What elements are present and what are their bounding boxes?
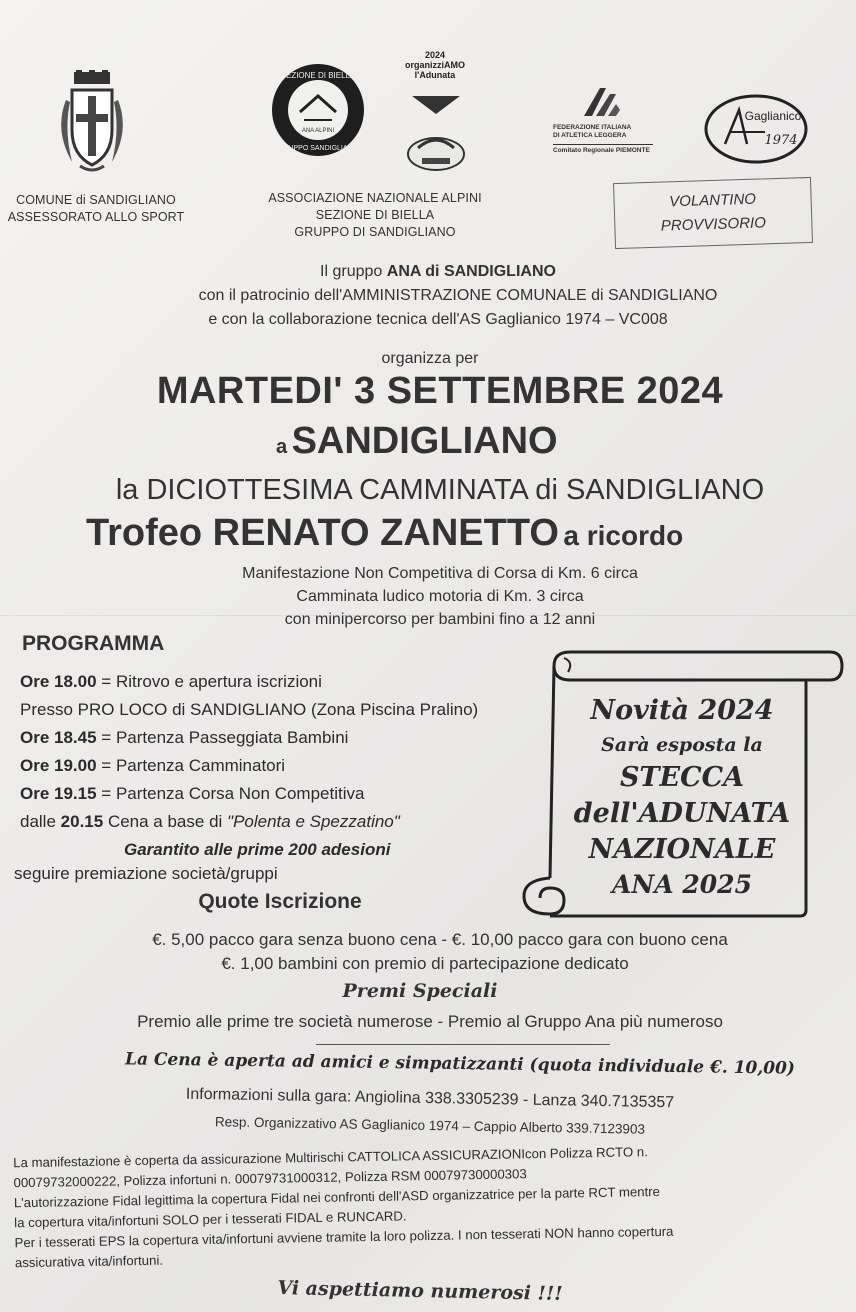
programma-row [20, 752, 530, 780]
row-time: Ore 18.45 [20, 728, 97, 747]
row-text: Presso PRO LOCO di SANDIGLIANO (Zona Piscina Pralino) [20, 700, 479, 719]
programma-row [20, 696, 530, 724]
quote-block [60, 928, 820, 976]
programma-row [20, 668, 530, 696]
scroll-line: Sarà esposta la [601, 734, 763, 756]
event-title: la DICIOTTESIMA CAMMINATA di SANDIGLIANO [115, 474, 765, 506]
fidal-logo-icon [580, 86, 624, 120]
intro-prefix: Il gruppo [320, 263, 383, 280]
detail-bambini: con minipercorso per bambini fino a 12 anni [284, 611, 596, 628]
fidal-line-3: Comitato Regionale PIEMONTE [553, 147, 650, 154]
intro-group-name: ANA di SANDIGLIANO [386, 263, 556, 280]
coat-of-arms-icon [50, 70, 134, 180]
legal-line: assicurativa vita/infortuni. [14, 1252, 164, 1271]
cena-time: 20.15 [60, 812, 104, 831]
legal-line: L'autorizzazione Fidal legittima la copertura Fidal nei confronti dell'ASD organizzatrice per la parte RCT mentre [13, 1183, 661, 1211]
assessorato-caption-line: ASSESSORATO ALLO SPORT [7, 210, 185, 224]
programma-row [20, 724, 530, 752]
gaglianico-name: Gaglianico [744, 109, 802, 123]
closing-line: Vi aspettiamo numerosi !!! [277, 1277, 563, 1305]
trophy-suffix: a ricordo [563, 520, 684, 551]
row-time: Ore 19.00 [20, 756, 97, 775]
adunata-slogan: organizziAMO [405, 60, 465, 70]
quote-line-1: €. 5,00 pacco gara senza buono cena - €. 10,00 pacco gara con buono cena [152, 930, 728, 949]
event-place [276, 420, 676, 463]
adunata-logo-text [398, 50, 472, 80]
intro-block [0, 260, 856, 332]
cena-text: Cena a base di [107, 812, 223, 831]
garantito-note: Garantito alle prime 200 adesioni [124, 840, 391, 859]
adunata-logo-icon [404, 92, 468, 182]
gaglianico-year: 1974 [764, 133, 798, 148]
ana-caption-line: ASSOCIAZIONE NAZIONALE ALPINI [268, 191, 482, 205]
badge-top-text: SEZIONE DI BIELLA [280, 71, 356, 80]
scroll-line: NAZIONALE [588, 834, 776, 865]
row-time: Ore 18.00 [20, 672, 97, 691]
premiazione-note: seguire premiazione società/gruppi [14, 864, 278, 883]
legal-line: 00079732000222, Polizza infortuni n. 00079731000312, Polizza RSM 00079730000303 [13, 1166, 527, 1191]
scroll-banner [510, 646, 844, 920]
legal-block [13, 1139, 845, 1273]
trophy-name: Trofeo RENATO ZANETTO [86, 512, 559, 554]
programma-row [20, 780, 530, 808]
row-text: = Partenza Camminatori [101, 756, 286, 775]
row-time: Ore 19.15 [20, 784, 97, 803]
programma-title: PROGRAMMA [22, 632, 165, 655]
quote-line-2: €. 1,00 bambini con premio di partecipazione dedicato [221, 954, 629, 973]
stamp-line-2: PROVVISORIO [660, 214, 767, 235]
trophy-line [86, 512, 826, 555]
place-name: SANDIGLIANO [291, 420, 558, 462]
legal-line: Per i tesserati EPS la copertura vita/infortuni avviene tramite la loro polizza. I non tesserati NON hanno copertura [14, 1223, 674, 1251]
detail-corsa: Manifestazione Non Competitiva di Corsa di Km. 6 circa [242, 565, 638, 582]
adunata-year: 2024 [424, 50, 446, 60]
fidal-caption [553, 124, 663, 155]
place-prefix: a [276, 436, 288, 458]
organizza-label: organizza per [381, 350, 479, 367]
badge-center-text: ANA ALPINI [301, 128, 335, 134]
cena-aperta-note: La Cena è aperta ad amici e simpatizzanti (quota individuale €. 10,00) [124, 1049, 796, 1079]
comune-caption [6, 192, 186, 226]
fidal-line-2: DI ATLETICA LEGGERA [553, 132, 627, 139]
provisional-stamp [613, 177, 813, 249]
info-responsible: Resp. Organizzativo AS Gaglianico 1974 – Cappio Alberto 339.7123903 [214, 1114, 646, 1137]
scroll-line: dell'ADUNATA [573, 798, 791, 829]
intro-patronage: con il patrocinio dell'AMMINISTRAZIONE COMUNALE di SANDIGLIANO [198, 287, 718, 304]
row-text: = Partenza Corsa Non Competitiva [101, 784, 365, 803]
scroll-line: STECCA [619, 762, 745, 793]
ana-caption [240, 190, 510, 241]
premi-title: Premi Speciali [342, 980, 498, 1002]
row-text: = Partenza Passeggiata Bambini [101, 728, 349, 747]
scroll-text [560, 692, 804, 902]
alpini-badge-icon [270, 62, 366, 158]
quote-title: Quote Iscrizione [198, 890, 362, 913]
detail-camminata: Camminata ludico motoria di Km. 3 circa [296, 588, 584, 605]
adunata-name: l'Adunata [414, 70, 456, 80]
scroll-line: ANA 2025 [612, 870, 752, 899]
legal-line: La manifestazione è coperta da assicurazione Multirischi CATTOLICA ASSICURAZIONIcon Polizza RCTO n. [13, 1144, 648, 1171]
scroll-title: Novità 2024 [590, 695, 774, 726]
comune-caption-line: COMUNE di SANDIGLIANO [16, 193, 176, 207]
intro-collaboration: e con la collaborazione tecnica dell'AS Gaglianico 1974 – VC008 [208, 311, 668, 328]
event-details [160, 562, 720, 631]
intro-line-1 [0, 260, 856, 284]
divider-line [316, 1044, 610, 1045]
gaglianico-logo-icon [703, 92, 809, 166]
cena-menu: "Polenta e Spezzatino" [227, 812, 400, 831]
info-contacts: Informazioni sulla gara: Angiolina 338.3305239 - Lanza 340.7135357 [185, 1085, 675, 1112]
stamp-line-1: VOLANTINO [669, 190, 757, 211]
event-date: MARTEDI' 3 SETTEMBRE 2024 [156, 370, 724, 412]
gruppo-caption-line: GRUPPO DI SANDIGLIANO [294, 225, 456, 239]
premi-line: Premio alle prime tre società numerose - Premio al Gruppo Ana più numeroso [137, 1012, 723, 1031]
cena-prefix: dalle [20, 812, 56, 831]
programma-list [20, 668, 530, 864]
legal-line: la copertura vita/infortuni SOLO per i tesserati FIDAL e RUNCARD. [14, 1208, 407, 1231]
row-text: = Ritrovo e apertura iscrizioni [101, 672, 322, 691]
badge-bottom-text: GRUPPO SANDIGLIANO [277, 145, 359, 152]
sezione-caption-line: SEZIONE DI BIELLA [315, 208, 435, 222]
fidal-line-1: FEDERAZIONE ITALIANA [553, 124, 632, 131]
programma-cena-row [20, 808, 530, 836]
